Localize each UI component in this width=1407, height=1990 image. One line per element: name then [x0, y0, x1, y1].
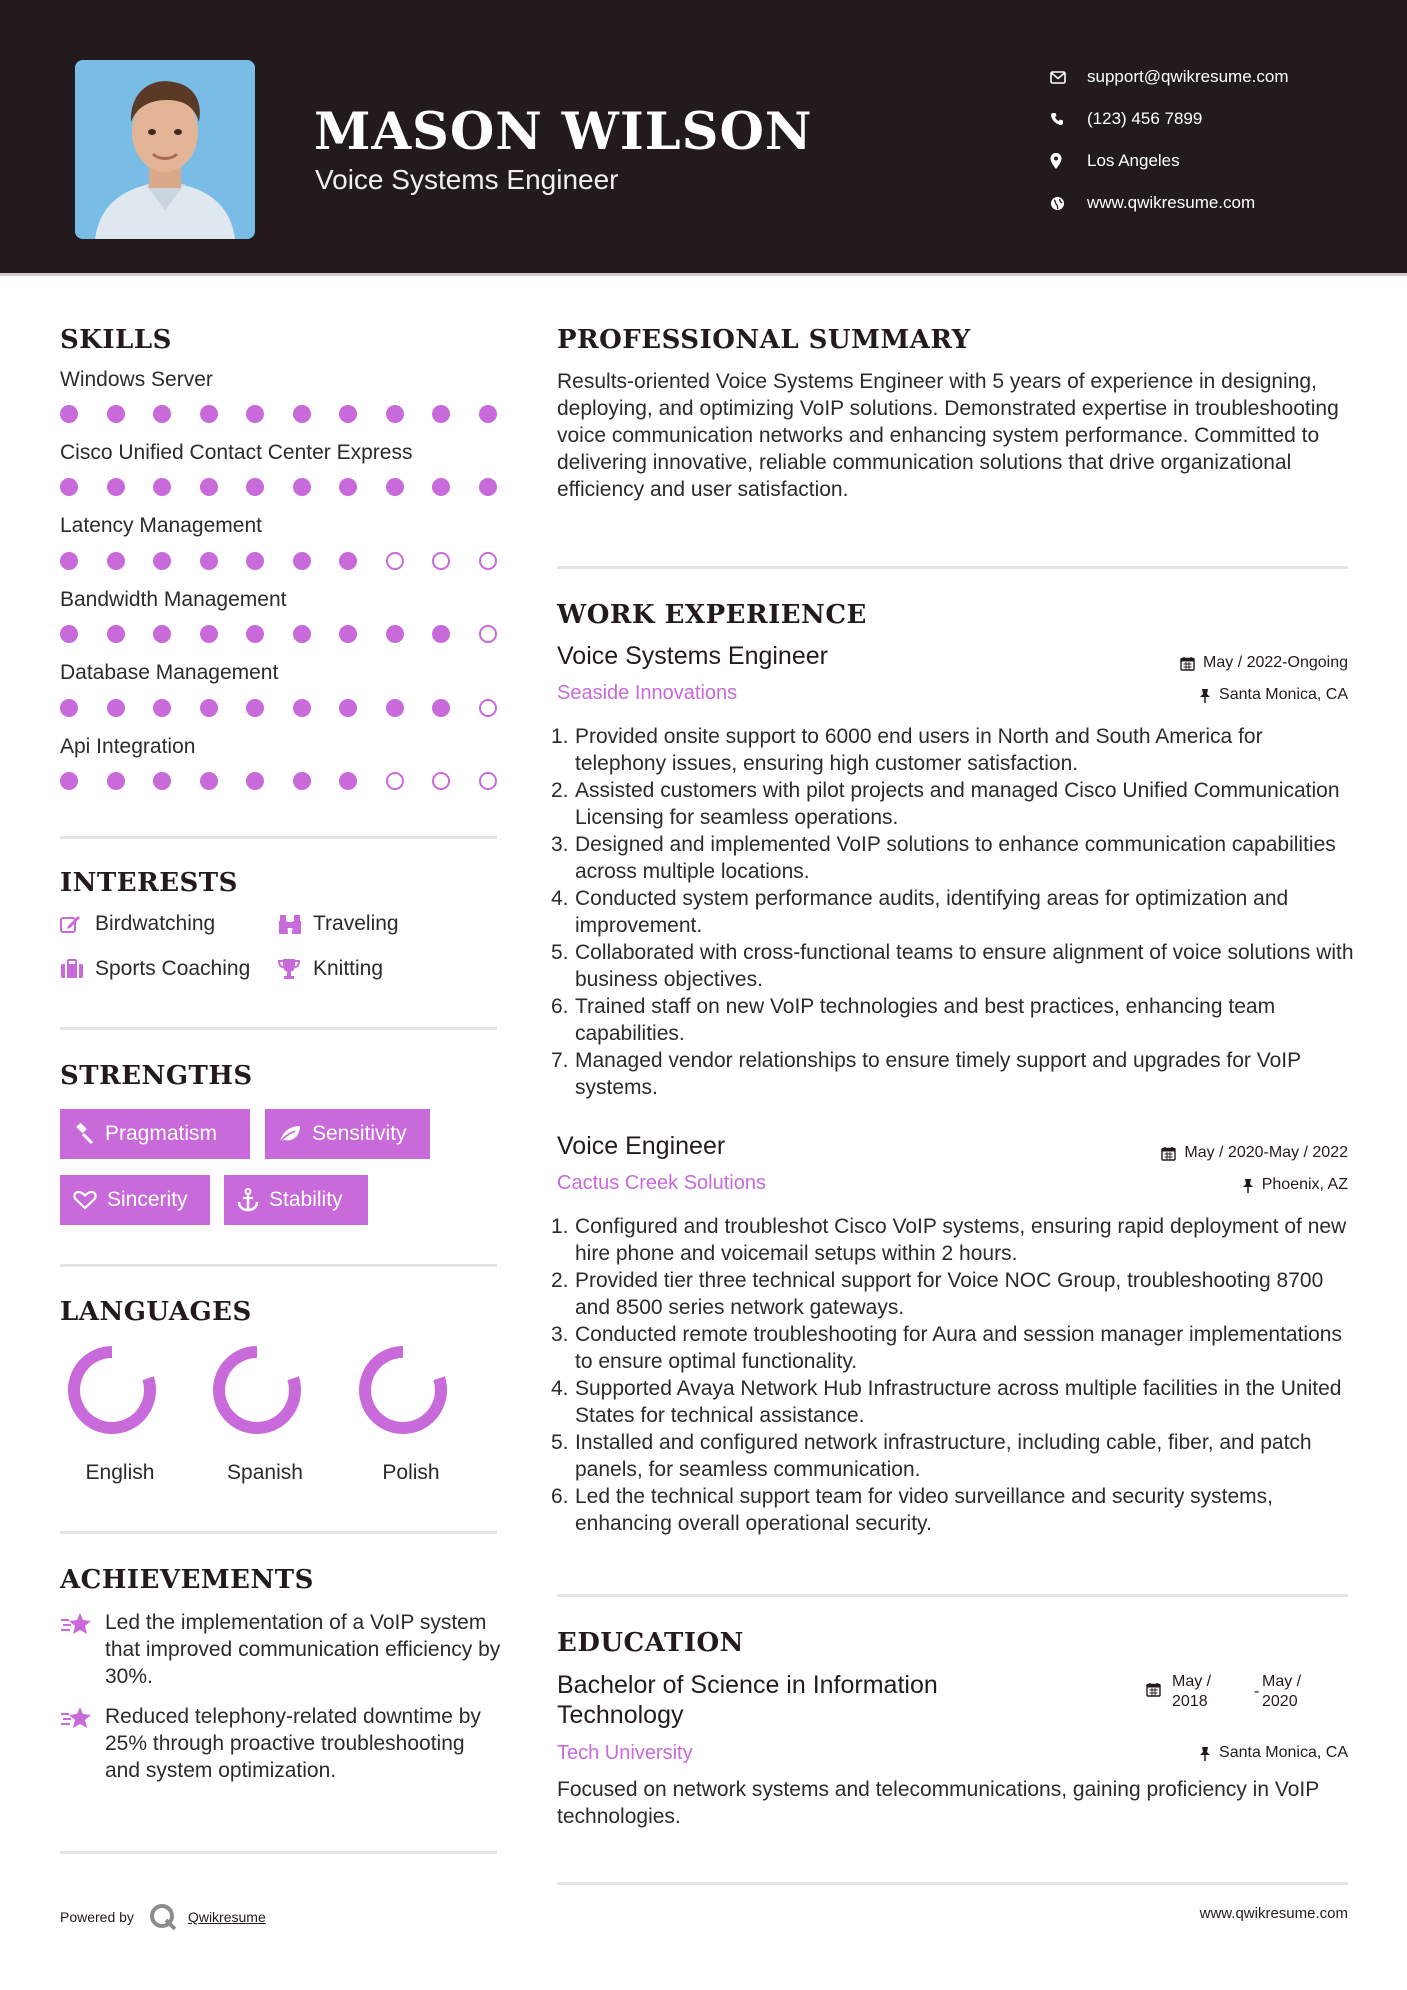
strength-label: Sensitivity	[312, 1122, 407, 1145]
skill-name: Bandwidth Management	[60, 588, 287, 611]
job-bullet	[551, 777, 1357, 831]
language-ring-chart	[353, 1340, 453, 1440]
strength-tag	[60, 1175, 210, 1225]
skill-dot-filled	[339, 625, 357, 643]
job-role: Voice Systems Engineer	[557, 642, 828, 670]
education-start	[1172, 1672, 1211, 1712]
bullet-number: 1.	[551, 1215, 569, 1238]
job-bullet	[551, 1429, 1357, 1483]
section-divider	[557, 566, 1348, 569]
bullet-number: 2.	[551, 779, 569, 802]
skill-dot-filled	[107, 772, 125, 790]
job-company: Seaside Innovations	[557, 682, 738, 704]
strength-tag	[224, 1175, 368, 1225]
language-ring	[343, 1340, 463, 1440]
education-degree: Bachelor of Science in Information Technology	[557, 1671, 938, 1729]
skill-dot-filled	[200, 405, 218, 423]
calendar-icon	[1161, 1146, 1176, 1161]
binoculars-icon	[278, 913, 313, 935]
pushpin-icon	[1199, 688, 1211, 703]
skill-dot-filled	[479, 405, 497, 423]
skill-dot-filled	[153, 405, 171, 423]
section-divider	[60, 1264, 497, 1267]
interest-item	[60, 912, 215, 936]
education-end	[1262, 1672, 1301, 1712]
bullet-number: 5.	[551, 941, 569, 964]
skill-dot-empty	[479, 552, 497, 570]
bullet-number: 5.	[551, 1431, 569, 1454]
skill-dot-filled	[339, 699, 357, 717]
contact-list	[1050, 56, 1289, 224]
skill-dot-filled	[107, 478, 125, 496]
skill-dot-filled	[200, 552, 218, 570]
job-bullet	[551, 1047, 1357, 1101]
job-bullet	[551, 885, 1357, 939]
skill-dot-filled	[200, 625, 218, 643]
profile-photo-illustration	[75, 60, 255, 239]
strength-label: Pragmatism	[105, 1122, 218, 1145]
education-start-line: May /	[1172, 1673, 1212, 1690]
skill-dot-empty	[479, 699, 497, 717]
skill-dot-empty	[479, 772, 497, 790]
skill-rating	[60, 625, 500, 643]
summary-text: Results-oriented Voice Systems Engineer with 5 years of experience in designing, deploying, and optimizing VoIP solutions. Demonstrated expertise in troubleshooting voice communication networks and enhancing system performance. Committed to delivering innovative, reliable communication solutions that drive organizational efficiency and user satisfaction.	[557, 370, 1339, 501]
powered-by	[60, 1902, 266, 1932]
calendar-icon	[1180, 656, 1195, 671]
job-bullet	[551, 1267, 1357, 1321]
language-label: English	[85, 1461, 155, 1484]
skill-dot-filled	[293, 405, 311, 423]
contact-phone[interactable]	[1050, 98, 1289, 140]
achievement-item	[60, 1609, 500, 1699]
profile-photo	[75, 60, 255, 239]
calendar-icon	[1146, 1682, 1161, 1703]
skill-dot-filled	[246, 699, 264, 717]
edit-icon	[60, 914, 95, 934]
interest-label: Sports Coaching	[95, 957, 251, 980]
skill-dot-filled	[293, 552, 311, 570]
skill-dot-filled	[293, 699, 311, 717]
language-label: Polish	[382, 1461, 440, 1484]
skill-dot-filled	[60, 772, 78, 790]
skill-rating	[60, 405, 500, 423]
skill-name: Database Management	[60, 661, 279, 684]
bullet-text: Installed and configured network infrastructure, including cable, fiber, and patch panels, for seamless communication.	[575, 1431, 1312, 1481]
bullet-text: Trained staff on new VoIP technologies and best practices, enhancing team capabilities.	[575, 995, 1276, 1045]
job-bullet	[551, 993, 1357, 1047]
achievement-text: Reduced telephony-related downtime by 25% through proactive troubleshooting and system optimization.	[105, 1705, 481, 1782]
language-ring-arc	[74, 1352, 150, 1428]
contact-phone-text: (123) 456 7899	[1087, 109, 1203, 128]
skill-dot-filled	[200, 699, 218, 717]
phone-icon	[1050, 112, 1087, 126]
contact-website[interactable]	[1050, 182, 1289, 224]
skill-dot-filled	[153, 478, 171, 496]
skill-dot-filled	[293, 478, 311, 496]
footer-url[interactable]: www.qwikresume.com	[1199, 1905, 1348, 1922]
interest-item	[278, 912, 399, 936]
skill-dot-filled	[246, 478, 264, 496]
interest-label: Birdwatching	[95, 912, 216, 935]
bullet-number: 3.	[551, 833, 569, 856]
skill-dot-filled	[107, 552, 125, 570]
job-bullet	[551, 1321, 1357, 1375]
bullet-text: Supported Avaya Network Hub Infrastructure across multiple facilities in the United States for technical assistance.	[575, 1377, 1342, 1427]
language-ring-chart	[207, 1340, 307, 1440]
education-location-text: Santa Monica, CA	[1219, 1744, 1348, 1761]
job-dates-text: May / 2022-Ongoing	[1203, 654, 1348, 671]
skill-dot-filled	[339, 772, 357, 790]
gavel-icon	[73, 1123, 95, 1145]
bullet-number: 7.	[551, 1049, 569, 1072]
bullet-text: Assisted customers with pilot projects and managed Cisco Unified Communication Licensing for seamless operations.	[575, 779, 1340, 829]
skill-dot-filled	[60, 625, 78, 643]
powered-by-label: Powered by	[60, 1909, 134, 1925]
skill-dot-filled	[386, 625, 404, 643]
candidate-name: MASON WILSON	[314, 102, 813, 162]
bullet-number: 6.	[551, 1485, 569, 1508]
resume-header	[0, 0, 1407, 276]
skill-dot-filled	[246, 625, 264, 643]
section-divider	[557, 1594, 1348, 1597]
language-ring	[197, 1340, 317, 1440]
interests-heading: INTERESTS	[60, 868, 238, 898]
skill-name: Api Integration	[60, 735, 196, 758]
skill-dot-filled	[107, 405, 125, 423]
education-end-line: 2020	[1262, 1693, 1298, 1710]
bullet-text: Provided tier three technical support for Voice NOC Group, troubleshooting 8700 and 8500 series network gateways.	[575, 1269, 1324, 1319]
skill-dot-filled	[432, 699, 450, 717]
contact-email[interactable]	[1050, 56, 1289, 98]
skill-name: Windows Server	[60, 368, 213, 391]
skill-dot-filled	[200, 478, 218, 496]
bullet-number: 6.	[551, 995, 569, 1018]
skill-name: Cisco Unified Contact Center Express	[60, 441, 413, 464]
strength-label: Sincerity	[107, 1188, 188, 1211]
job-location-text: Santa Monica, CA	[1219, 686, 1348, 703]
strength-tag	[265, 1109, 430, 1159]
experience-heading: WORK EXPERIENCE	[557, 600, 867, 630]
interest-label: Knitting	[313, 957, 384, 980]
skill-dot-filled	[479, 478, 497, 496]
achievements-heading: ACHIEVEMENTS	[60, 1565, 314, 1595]
skill-rating	[60, 552, 500, 570]
skill-dot-filled	[107, 625, 125, 643]
bullet-text: Provided onsite support to 6000 end users in North and South America for telephony issues, ensuring high customer satisfaction.	[575, 725, 1263, 775]
section-divider	[60, 1851, 497, 1854]
contact-location-text: Los Angeles	[1087, 151, 1180, 170]
envelope-icon	[1050, 71, 1087, 84]
qwikresume-logo-icon	[148, 1902, 178, 1932]
skill-dot-filled	[153, 699, 171, 717]
summary-heading: PROFESSIONAL SUMMARY	[557, 325, 971, 355]
shooting-star-icon	[60, 1611, 94, 1642]
bullet-text: Designed and implemented VoIP solutions to enhance communication capabilities across multiple locations.	[575, 833, 1336, 883]
skill-dot-filled	[60, 552, 78, 570]
bullet-text: Conducted remote troubleshooting for Aura and session manager implementations to ensure optimal functionality.	[575, 1323, 1342, 1373]
job-location	[1199, 686, 1348, 704]
job-location	[1242, 1176, 1348, 1194]
job-bullets	[551, 723, 1357, 1101]
skill-dot-filled	[246, 405, 264, 423]
job-bullet	[551, 939, 1357, 993]
interest-label: Traveling	[313, 912, 399, 935]
education-description: Focused on network systems and telecommunications, gaining proficiency in VoIP technologies.	[557, 1778, 1319, 1828]
skill-dot-empty	[386, 552, 404, 570]
languages-heading: LANGUAGES	[60, 1297, 252, 1327]
interest-item	[278, 957, 383, 981]
skill-dot-filled	[386, 478, 404, 496]
job-company: Cactus Creek Solutions	[557, 1172, 766, 1194]
job-dates	[1180, 654, 1348, 672]
language-label: Spanish	[227, 1461, 303, 1484]
bullet-number: 3.	[551, 1323, 569, 1346]
skill-dot-filled	[153, 552, 171, 570]
section-divider	[557, 1882, 1348, 1885]
skill-dot-filled	[60, 478, 78, 496]
skill-dot-filled	[339, 405, 357, 423]
pushpin-icon	[1199, 1746, 1211, 1761]
skill-dot-filled	[432, 625, 450, 643]
skill-dot-filled	[386, 405, 404, 423]
job-bullet	[551, 1483, 1357, 1537]
bullet-text: Led the technical support team for video surveillance and security systems, enhancing overall operational security.	[575, 1485, 1274, 1535]
section-divider	[60, 1027, 497, 1030]
skill-dot-filled	[386, 699, 404, 717]
skill-dot-filled	[60, 405, 78, 423]
skill-name: Latency Management	[60, 514, 262, 537]
skill-rating	[60, 772, 500, 790]
bullet-text: Conducted system performance audits, identifying areas for optimization and improvement.	[575, 887, 1289, 937]
anchor-icon	[237, 1188, 259, 1212]
skill-dot-filled	[60, 699, 78, 717]
job-bullet	[551, 831, 1357, 885]
language-ring	[52, 1340, 172, 1440]
skills-heading: SKILLS	[60, 325, 172, 355]
skill-dot-empty	[432, 552, 450, 570]
language-ring-chart	[62, 1340, 162, 1440]
achievement-item	[60, 1703, 500, 1815]
skill-dot-filled	[107, 699, 125, 717]
strengths-heading: STRENGTHS	[60, 1061, 253, 1091]
job-dates-text: May / 2020-May / 2022	[1184, 1144, 1348, 1161]
trophy-icon	[278, 958, 313, 980]
section-divider	[60, 1531, 497, 1534]
qwikresume-link[interactable]: Qwikresume	[187, 1909, 266, 1925]
section-divider	[60, 836, 497, 839]
bullet-number: 2.	[551, 1269, 569, 1292]
skill-dot-filled	[339, 478, 357, 496]
bullet-number: 1.	[551, 725, 569, 748]
strength-tag	[60, 1109, 250, 1159]
skill-dot-empty	[479, 625, 497, 643]
education-end-line: May /	[1262, 1673, 1302, 1690]
bullet-text: Configured and troubleshot Cisco VoIP systems, ensuring rapid deployment of new hire phone and voicemail setups within 2 hours.	[575, 1215, 1347, 1265]
globe-icon	[1050, 196, 1087, 211]
skill-dot-filled	[153, 625, 171, 643]
skill-dot-filled	[246, 772, 264, 790]
strength-label: Stability	[269, 1188, 343, 1211]
skill-dot-filled	[432, 405, 450, 423]
skill-dot-filled	[293, 625, 311, 643]
shooting-star-icon	[60, 1705, 94, 1736]
skill-dot-filled	[246, 552, 264, 570]
job-bullets	[551, 1213, 1357, 1537]
candidate-title: Voice Systems Engineer	[315, 164, 619, 195]
skill-dot-filled	[339, 552, 357, 570]
achievement-text: Led the implementation of a VoIP system that improved communication efficiency by 30%.	[105, 1611, 501, 1688]
skill-dot-empty	[432, 772, 450, 790]
education-school: Tech University	[557, 1742, 693, 1764]
job-bullet	[551, 1375, 1357, 1429]
skill-dot-filled	[432, 478, 450, 496]
briefcase-icon	[60, 959, 95, 979]
job-bullet	[551, 1213, 1357, 1267]
skill-dot-filled	[153, 772, 171, 790]
education-date-separator: -	[1254, 1683, 1260, 1700]
contact-email-text: support@qwikresume.com	[1087, 67, 1289, 86]
bullet-number: 4.	[551, 887, 569, 910]
skill-dot-filled	[200, 772, 218, 790]
education-heading: EDUCATION	[557, 1628, 744, 1658]
job-location-text: Phoenix, AZ	[1261, 1176, 1348, 1193]
contact-website-text: www.qwikresume.com	[1087, 193, 1256, 212]
bullet-text: Collaborated with cross-functional teams to ensure alignment of voice solutions with business objectives.	[575, 941, 1354, 991]
language-ring-arc	[365, 1352, 441, 1428]
job-dates	[1161, 1144, 1348, 1162]
job-bullet	[551, 723, 1357, 777]
skill-dot-filled	[293, 772, 311, 790]
education-start-line: 2018	[1172, 1693, 1208, 1710]
bullet-text: Managed vendor relationships to ensure timely support and upgrades for VoIP systems.	[575, 1049, 1301, 1099]
skill-rating	[60, 478, 500, 496]
map-pin-icon	[1050, 153, 1087, 169]
education-location	[1199, 1744, 1348, 1762]
pushpin-icon	[1242, 1178, 1254, 1193]
heart-icon	[73, 1190, 97, 1210]
language-ring-arc	[219, 1352, 295, 1428]
bullet-number: 4.	[551, 1377, 569, 1400]
skill-dot-empty	[386, 772, 404, 790]
job-role: Voice Engineer	[557, 1132, 726, 1160]
contact-location	[1050, 140, 1289, 182]
leaf-icon	[278, 1124, 302, 1144]
interest-item	[60, 957, 250, 981]
skill-rating	[60, 699, 500, 717]
